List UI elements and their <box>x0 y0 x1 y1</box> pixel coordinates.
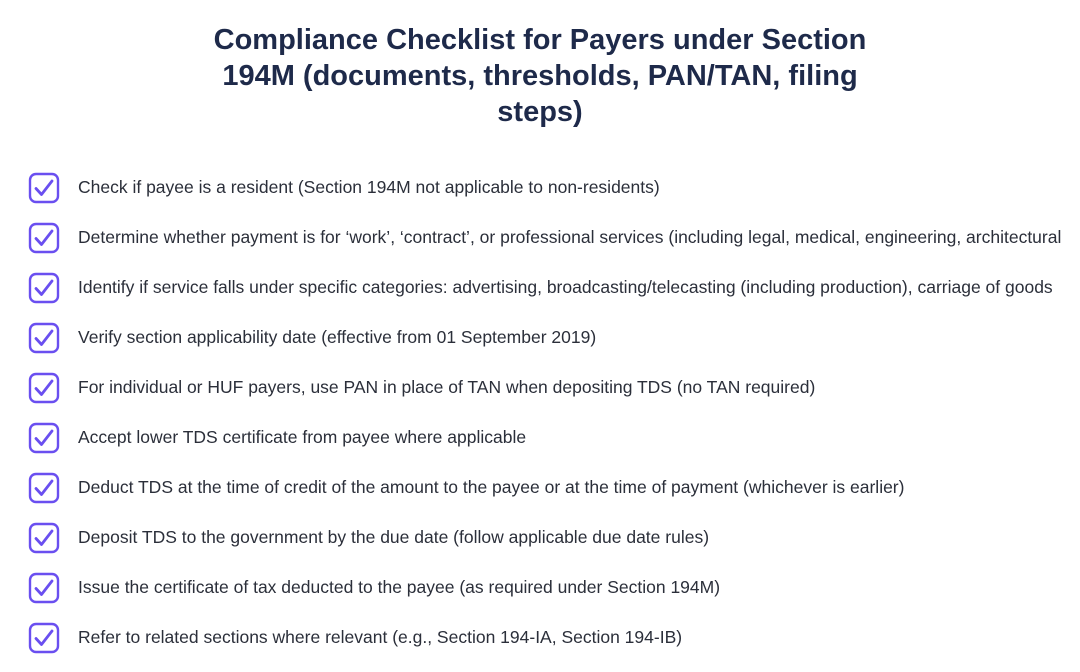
checklist-item-label: Refer to related sections where relevant (e.g., Section 194-IA, Section 194-IB) <box>78 627 683 647</box>
checkbox-checked-icon[interactable] <box>28 272 60 304</box>
checklist-item-label: Deposit TDS to the government by the due date (follow applicable due date rules) <box>78 527 710 547</box>
page-title: Compliance Checklist for Payers under Section 194M (documents, thresholds, PAN/TAN, filing steps) <box>213 24 867 128</box>
checklist-item-label: Issue the certificate of tax deducted to the payee (as required under Section 194M) <box>78 577 721 597</box>
checklist-item-label: Check if payee is a resident (Section 194M not applicable to non-residents) <box>78 177 660 197</box>
checkbox-checked-icon[interactable] <box>28 472 60 504</box>
checkbox-checked-icon[interactable] <box>28 522 60 554</box>
checkbox-checked-icon[interactable] <box>28 172 60 204</box>
checklist-item-label: For individual or HUF payers, use PAN in place of TAN when depositing TDS (no TAN required) <box>78 377 816 397</box>
checklist-item <box>0 613 1080 663</box>
checklist-item-label: Verify section applicability date (effective from 01 September 2019) <box>78 327 597 347</box>
checklist-item <box>0 213 1080 263</box>
checklist-item <box>0 263 1080 313</box>
checklist-item-label: Accept lower TDS certificate from payee where applicable <box>78 427 527 447</box>
checklist-item-label: Deduct TDS at the time of credit of the amount to the payee or at the time of payment (whichever is earlier) <box>78 477 905 497</box>
checklist-item <box>0 513 1080 563</box>
checkbox-checked-icon[interactable] <box>28 322 60 354</box>
checklist-item-label: Identify if service falls under specific categories: advertising, broadcasting/telecasting (including production), carriage of goods <box>78 277 1053 297</box>
checkbox-checked-icon[interactable] <box>28 572 60 604</box>
checkbox-checked-icon[interactable] <box>28 622 60 654</box>
checkbox-checked-icon[interactable] <box>28 422 60 454</box>
checklist-item <box>0 413 1080 463</box>
checkbox-checked-icon[interactable] <box>28 372 60 404</box>
checklist-item <box>0 163 1080 213</box>
checklist-item-label: Determine whether payment is for ‘work’, ‘contract’, or professional services (including legal, medical, engineering, architectural <box>78 227 1062 247</box>
checklist-item <box>0 463 1080 513</box>
checklist-item <box>0 563 1080 613</box>
checkbox-checked-icon[interactable] <box>28 222 60 254</box>
compliance-checklist <box>0 163 1080 663</box>
checklist-item <box>0 313 1080 363</box>
checklist-item <box>0 363 1080 413</box>
